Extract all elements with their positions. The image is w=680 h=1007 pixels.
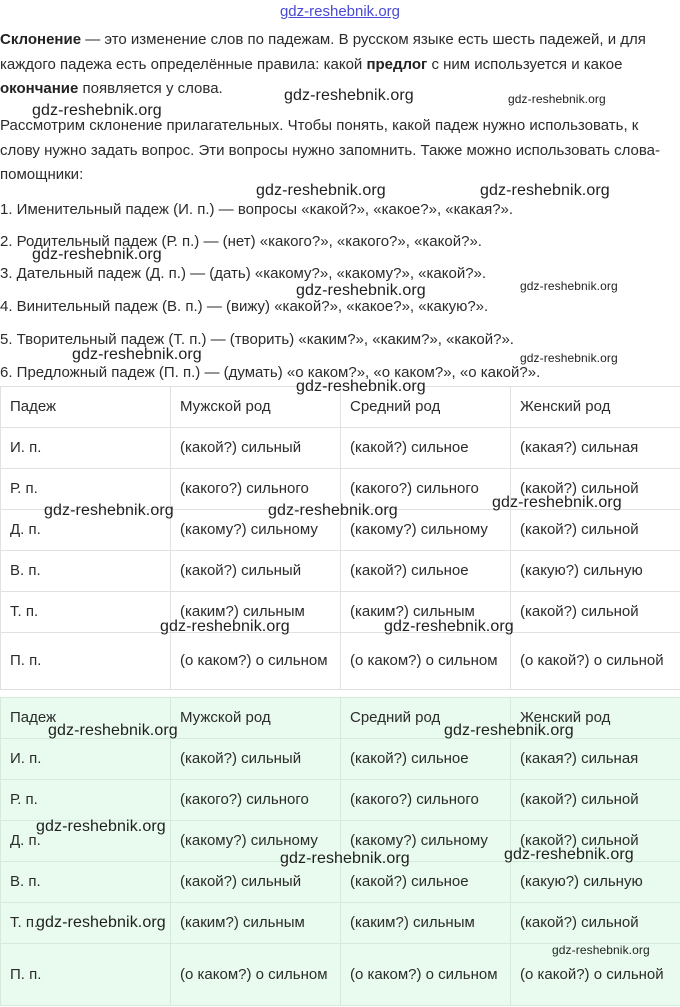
table-cell: (какому?) сильному	[171, 510, 341, 551]
table-cell: (какой?) сильной	[511, 821, 680, 862]
table-cell: (какого?) сильного	[171, 780, 341, 821]
watermark: gdz-reshebnik.org	[280, 850, 410, 867]
watermark: gdz-reshebnik.org	[444, 722, 574, 739]
case-line-4: 4. Винительный падеж (В. п.) — (вижу) «какой?», «какое?», «какую?».	[0, 298, 489, 315]
table-cell: (какую?) сильную	[511, 862, 680, 903]
watermark: gdz-reshebnik.org	[520, 351, 618, 365]
explanation-paragraph: Рассмотрим склонение прилагательных. Чтобы понять, какой падеж нужно использовать, к слову нужно задать вопрос. Эти вопросы нужно запомнить. Также можно использовать слова-помощники:	[0, 117, 660, 183]
table-cell: Д. п.	[1, 821, 171, 862]
table-cell: (какой?) сильный	[171, 862, 341, 903]
watermark: gdz-reshebnik.org	[32, 246, 162, 263]
table-cell: П. п.	[1, 944, 171, 1006]
case-line-6: 6. Предложный падеж (П. п.) — (думать) «о каком?», «о каком?», «о какой?».	[0, 364, 541, 381]
table-cell: (какая?) сильная	[511, 428, 680, 469]
table-row	[1, 633, 680, 690]
term-okonchanie: окончание	[0, 80, 79, 97]
table-cell: (какой?) сильный	[171, 551, 341, 592]
table-row	[1, 780, 680, 821]
term-sklonenie: Склонение	[0, 31, 82, 48]
table-cell: Т. п.	[1, 592, 171, 633]
table-cell: (каким?) сильным	[341, 592, 511, 633]
watermark: gdz-reshebnik.org	[72, 346, 202, 363]
table-cell: (какому?) сильному	[341, 510, 511, 551]
table-cell: (какого?) сильного	[341, 469, 511, 510]
table-cell: Р. п.	[1, 780, 171, 821]
table-cell: (какой?) сильной	[511, 469, 680, 510]
table-cell: (какой?) сильной	[511, 510, 680, 551]
table-cell: (какую?) сильную	[511, 551, 680, 592]
table-cell: И. п.	[1, 428, 171, 469]
watermark: gdz-reshebnik.org	[256, 182, 386, 199]
watermark: gdz-reshebnik.org	[520, 279, 618, 293]
table-cell: (о какой?) о сильной	[511, 944, 680, 1006]
header-cell: Женский род	[511, 387, 680, 428]
table-cell: (каким?) сильным	[341, 903, 511, 944]
watermark: gdz-reshebnik.org	[36, 914, 166, 931]
watermark: gdz-reshebnik.org	[268, 502, 398, 519]
intro-text-b: с ним используется и какое	[427, 55, 623, 73]
watermark: gdz-reshebnik.org	[44, 502, 174, 519]
watermark: gdz-reshebnik.org	[36, 818, 166, 835]
table-cell: (какого?) сильного	[171, 469, 341, 510]
table-cell: (каким?) сильным	[171, 592, 341, 633]
table-cell: (какой?) сильное	[341, 862, 511, 903]
table-cell: (о каком?) о сильном	[341, 633, 511, 690]
watermark: gdz-reshebnik.org	[48, 722, 178, 739]
table-cell: (какой?) сильной	[511, 592, 680, 633]
table-cell: Т. п.	[1, 903, 171, 944]
table-row	[1, 739, 680, 780]
table-cell: (какой?) сильное	[341, 551, 511, 592]
case-line-3: 3. Дательный падеж (Д. п.) — (дать) «какому?», «какому?», «какой?».	[0, 265, 487, 282]
intro-text-a: — это изменение слов по падежам. В русском языке есть шесть падежей, и для каждого падежа есть определённые правила: какой	[0, 31, 646, 73]
table-cell: (какой?) сильный	[171, 739, 341, 780]
watermark: gdz-reshebnik.org	[384, 618, 514, 635]
table-cell: (какой?) сильный	[171, 428, 341, 469]
watermark: gdz-reshebnik.org	[32, 102, 162, 119]
table-cell: (какого?) сильного	[341, 780, 511, 821]
header-cell: Падеж	[1, 698, 171, 739]
table-cell: (какой?) сильной	[511, 903, 680, 944]
table-cell: В. п.	[1, 551, 171, 592]
declension-table-1	[0, 386, 680, 690]
watermark: gdz-reshebnik.org	[296, 378, 426, 395]
table-cell: (о каком?) о сильном	[341, 944, 511, 1006]
table-cell: Р. п.	[1, 469, 171, 510]
table-cell: (о каком?) о сильном	[171, 633, 341, 690]
table-cell: В. п.	[1, 862, 171, 903]
watermark: gdz-reshebnik.org	[492, 494, 622, 511]
table-row	[1, 428, 680, 469]
site-header-link[interactable]: gdz-reshebnik.org	[279, 3, 401, 20]
watermark: gdz-reshebnik.org	[508, 92, 606, 106]
table-cell: (какой?) сильное	[341, 739, 511, 780]
header-cell: Средний род	[341, 698, 511, 739]
watermark: gdz-reshebnik.org	[480, 182, 610, 199]
table-cell: (о каком?) о сильном	[171, 944, 341, 1006]
table-cell: (какой?) сильное	[341, 428, 511, 469]
header-cell: Мужской род	[171, 698, 341, 739]
table-cell: (каким?) сильным	[171, 903, 341, 944]
watermark: gdz-reshebnik.org	[160, 618, 290, 635]
term-predlog: предлог	[366, 55, 428, 73]
header-cell: Женский род	[511, 698, 680, 739]
table-cell: (какому?) сильному	[171, 821, 341, 862]
header-cell: Мужской род	[171, 387, 341, 428]
table-cell: (какой?) сильной	[511, 780, 680, 821]
watermark: gdz-reshebnik.org	[552, 943, 650, 957]
table-cell: (какая?) сильная	[511, 739, 680, 780]
table-row	[1, 551, 680, 592]
case-line-2: 2. Родительный падеж (Р. п.) — (нет) «какого?», «какого?», «какой?».	[0, 233, 482, 250]
intro-text-c: появляется у слова.	[78, 80, 223, 97]
table-cell: (какому?) сильному	[341, 821, 511, 862]
table-cell: (о какой?) о сильной	[511, 633, 680, 690]
watermark: gdz-reshebnik.org	[284, 87, 414, 104]
watermark: gdz-reshebnik.org	[504, 846, 634, 863]
watermark: gdz-reshebnik.org	[296, 282, 426, 299]
table-row	[1, 592, 680, 633]
case-line-5: 5. Творительный падеж (Т. п.) — (творить) «каким?», «каким?», «какой?».	[0, 331, 514, 348]
table-cell: И. п.	[1, 739, 171, 780]
table-cell: П. п.	[1, 633, 171, 690]
case-line-1: 1. Именительный падеж (И. п.) — вопросы «какой?», «какое?», «какая?».	[0, 201, 514, 218]
header-cell: Средний род	[341, 387, 511, 428]
table-cell: Д. п.	[1, 510, 171, 551]
header-cell: Падеж	[1, 387, 171, 428]
